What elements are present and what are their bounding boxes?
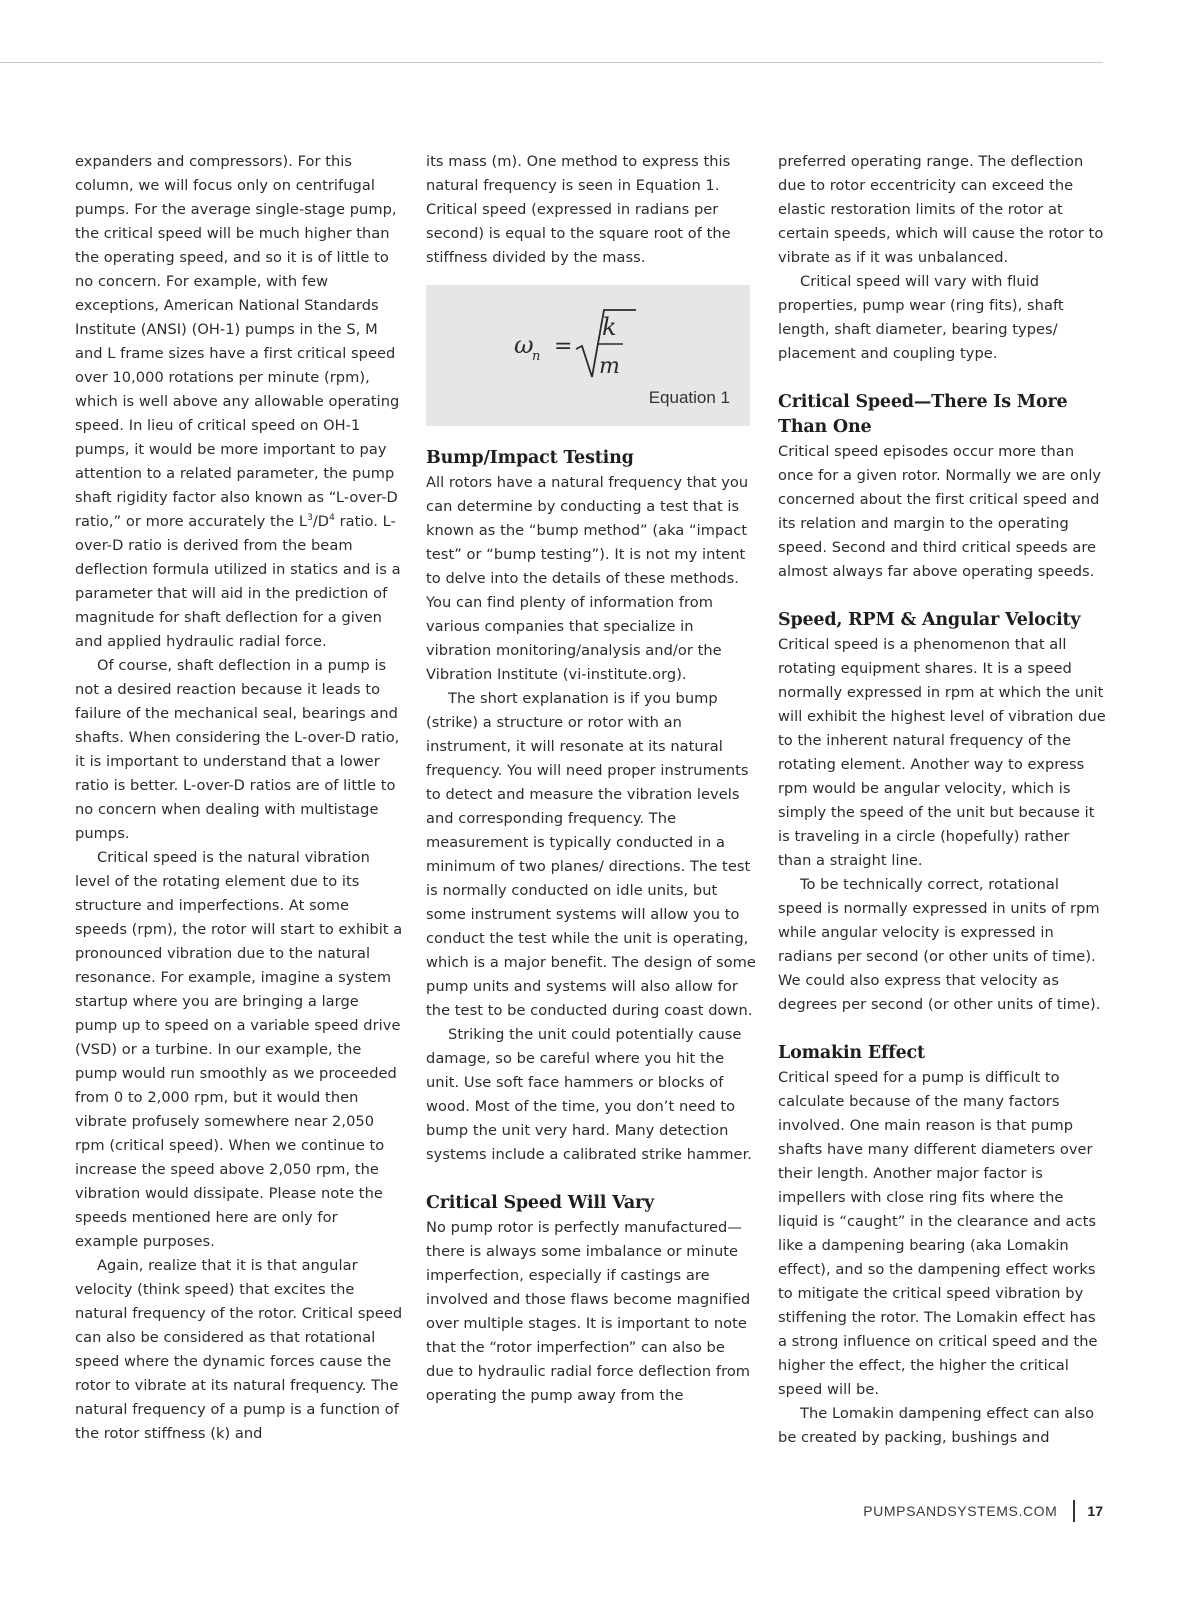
- section-heading: Bump/Impact Testing: [426, 448, 634, 468]
- paragraph: its mass (m). One method to express this natural frequency is seen in Equation 1. Critical speed (expressed in radians per second) is equal to the square root of the stiffness divided by the mass.: [426, 153, 731, 266]
- footer-site-link[interactable]: PUMPSANDSYSTEMS.COM: [863, 1503, 1058, 1519]
- section-heading: Speed, RPM & Angular Velocity: [778, 610, 1081, 630]
- paragraph: Again, realize that it is that angular velocity (think speed) that excites the natural frequency of the rotor. Critical speed can also be considered as that rotational speed where the dynamic forces cause the rotor to vibrate at its natural frequency. The natural frequency of a pump is a function of the rotor stiffness (k) and: [75, 1257, 403, 1442]
- omega-subscript: n: [532, 349, 541, 364]
- paragraph: Critical speed is a phenomenon that all rotating equipment shares. It is a speed normally expressed in rpm at which the unit will exhibit the highest level of vibration due to the inherent natural frequency of the rotating element. Another way to express rpm would be angular velocity, which is simply the speed of the unit but because it is traveling in a circle (hopefully) rather than a straight line.: [778, 636, 1106, 869]
- paragraph: Critical speed will vary with fluid properties, pump wear (ring fits), shaft length, shaft diameter, bearing types/ placement and coupling type.: [778, 273, 1064, 362]
- paragraph: preferred operating range. The deflection due to rotor eccentricity can exceed the elastic restoration limits of the rotor at certain speeds, which will cause the rotor to vibrate as if it was unbalanced.: [778, 153, 1104, 266]
- section-heading: Lomakin Effect: [778, 1043, 925, 1063]
- paragraph: No pump rotor is perfectly manufactured—there is always some imbalance or minute imperfection, especially if castings are involved and those flaws become magnified over multiple stages. It is important to note that the “rotor imperfection” can also be due to hydraulic radial force deflection from operating the pump away from the: [426, 1219, 751, 1404]
- paragraph: The short explanation is if you bump (strike) a structure or rotor with an instrument, it will resonate at its natural frequency. You will need proper instruments to detect and measure the vibration levels and corresponding frequency. The measurement is typically conducted in a minimum of two planes/ directions. The test is normally conducted on idle units, but some instrument systems will allow you to conduct the test while the unit is operating, which is a major benefit. The design of some pump units and systems will also allow for the test to be conducted during coast down.: [426, 690, 756, 1019]
- page-number: 17: [1087, 1503, 1103, 1519]
- footer-divider: [1073, 1500, 1075, 1522]
- column-1: [75, 150, 405, 1446]
- equals-sign: =: [554, 334, 573, 359]
- section-heading: Critical Speed Will Vary: [426, 1193, 655, 1213]
- column-2: [426, 150, 756, 1408]
- equation-label: Equation 1: [648, 388, 730, 407]
- paragraph: To be technically correct, rotational speed is normally expressed in units of rpm while angular velocity is expressed in radians per second (or other units of time). We could also express that velocity as degrees per second (or other units of time).: [778, 876, 1101, 1013]
- paragraph: Critical speed for a pump is difficult to calculate because of the many factors involved. One main reason is that pump shafts have many different diameters over their length. Another major factor is impellers with close ring fits where the liquid is “caught” in the clearance and acts like a dampening bearing (aka Lomakin effect), and so the dampening effect works to mitigate the critical speed vibration by stiffening the rotor. The Lomakin effect has a strong influence on critical speed and the higher the effect, the higher the critical speed will be.: [778, 1069, 1098, 1398]
- numerator: k: [602, 313, 617, 341]
- paragraph: Of course, shaft deflection in a pump is not a desired reaction because it leads to failure of the mechanical seal, bearings and shafts. When considering the L-over-D ratio, it is important to understand that a lower ratio is better. L-over-D ratios are of little to no concern when dealing with multistage pumps.: [75, 657, 400, 842]
- paragraph: All rotors have a natural frequency that you can determine by conducting a test that is known as the “bump method” (aka “impact test” or “bump testing”). It is not my intent to delve into the details of these methods. You can find plenty of information from various companies that specialize in vibration monitoring/analysis and/or the Vibration Institute (vi-institute.org).: [426, 474, 749, 683]
- page-footer: [863, 1500, 1103, 1522]
- paragraph: Critical speed is the natural vibration level of the rotating element due to its structure and imperfections. At some speeds (rpm), the rotor will start to exhibit a pronounced vibration due to the natural resonance. For example, imagine a system startup where you are bringing a large pump up to speed on a variable speed drive (VSD) or a turbine. In our example, the pump would run smoothly as we proceeded from 0 to 2,000 rpm, but it would then vibrate profusely somewhere near 2,050 rpm (critical speed). When we continue to increase the speed above 2,050 rpm, the vibration would dissipate. Please note the speeds mentioned here are only for example purposes.: [75, 849, 403, 1250]
- header-rule: [0, 62, 1103, 63]
- paragraph: The Lomakin dampening effect can also be created by packing, bushings and: [778, 1405, 1095, 1446]
- paragraph: Striking the unit could potentially cause damage, so be careful where you hit the unit. Use soft face hammers or blocks of wood. Most of the time, you don’t need to bump the unit very hard. Many detection systems include a calibrated strike hammer.: [426, 1026, 752, 1163]
- denominator: m: [599, 354, 620, 379]
- paragraph: expanders and compressors). For this column, we will focus only on centrifugal pumps. For the average single-stage pump, the critical speed will be much higher than the operating speed, and so it is of little to no concern. For example, with few exceptions, American National Standards Institute (ANSI) (OH-1) pumps in the S, M and L frame sizes have a first critical speed over 10,000 rotations per minute (rpm), which is well above any allowable operating speed. In lieu of critical speed on OH-1 pumps, it would be more important to pay attention to a related parameter, the pump shaft rigidity factor also known as “L-over-D ratio,” or more accurately the $L^3/D^4$ ratio. L-over-D ratio is derived from the beam deflection formula utilized in statics and is a parameter that will aid in the prediction of magnitude for shaft deflection for a given and applied hydraulic radial force.: [75, 153, 401, 650]
- column-3: [778, 150, 1106, 1450]
- paragraph: Critical speed episodes occur more than once for a given rotor. Normally we are only concerned about the first critical speed and its relation and margin to the operating speed. Second and third critical speeds are almost always far above operating speeds.: [778, 443, 1102, 580]
- equation-figure: [426, 285, 750, 426]
- section-heading: Critical Speed—There Is More Than One: [778, 392, 1068, 437]
- omega-symbol: ω: [514, 331, 534, 359]
